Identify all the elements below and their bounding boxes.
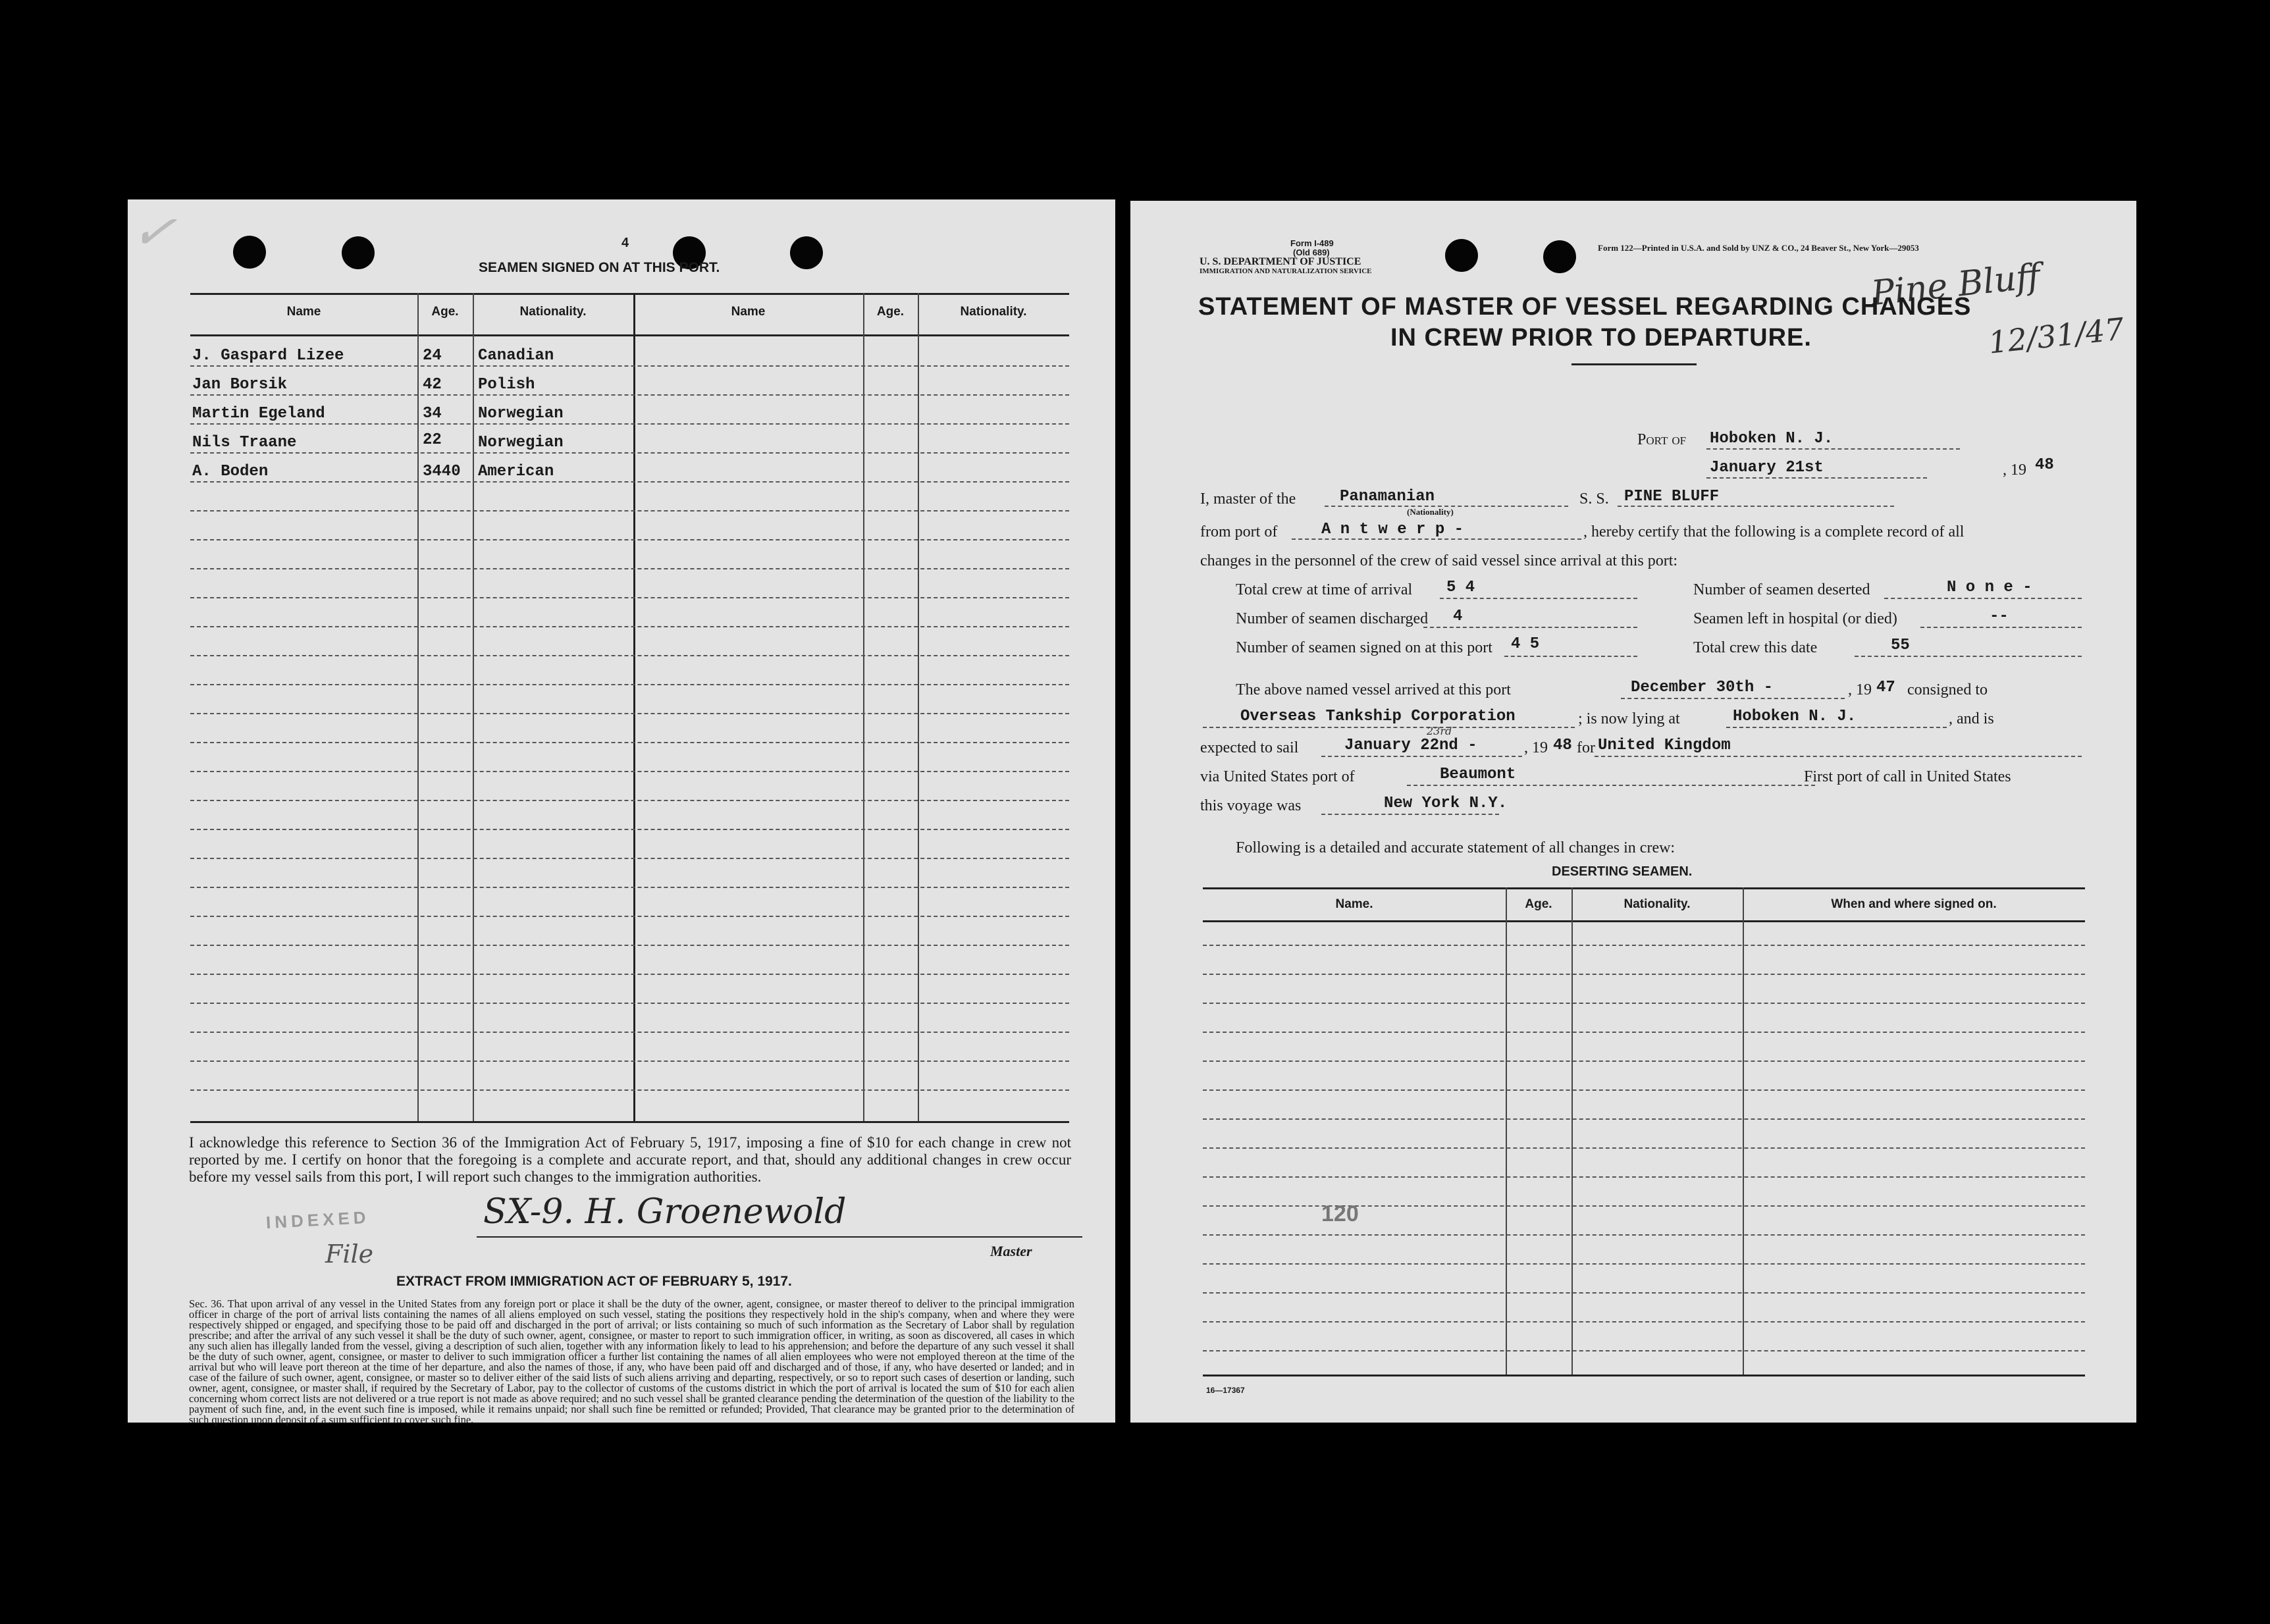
ruled-line bbox=[190, 1089, 1069, 1091]
crew-name: Martin Egeland bbox=[192, 405, 325, 423]
expected-value: January 22nd - bbox=[1344, 737, 1477, 754]
ruled-line bbox=[1203, 1118, 2085, 1120]
port-label: Port of bbox=[1637, 431, 1687, 448]
stat-label-total-crew-date: Total crew this date bbox=[1693, 639, 1818, 656]
and-is-label: , and is bbox=[1949, 710, 1994, 727]
column-header-nationality: Nationality. bbox=[1623, 897, 1691, 911]
ruled-line bbox=[1203, 1003, 2085, 1004]
crew-age: 42 bbox=[423, 376, 442, 394]
ruled-line bbox=[190, 829, 1069, 830]
ruled-line bbox=[190, 481, 1069, 483]
ruled-line bbox=[190, 452, 1069, 454]
column-header-signed-on: When and where signed on. bbox=[1831, 897, 1997, 911]
arrived-value: December 30th - bbox=[1631, 679, 1774, 696]
left-page bbox=[128, 199, 1115, 1426]
service-name: IMMIGRATION AND NATURALIZATION SERVICE bbox=[1200, 267, 1372, 275]
master-title: Master bbox=[990, 1243, 1032, 1259]
vessel-nationality: Panamanian bbox=[1340, 488, 1435, 506]
arrived-year-prefix: , 19 bbox=[1848, 681, 1872, 698]
column-header-age: Age. bbox=[1525, 897, 1552, 911]
stat-value-total-crew-date: 55 bbox=[1891, 637, 1910, 654]
consigned-to-label: consigned to bbox=[1907, 681, 1988, 698]
ruled-line bbox=[190, 1003, 1069, 1004]
form-number: Form I-489 bbox=[1290, 238, 1334, 248]
expected-correction: 23rd bbox=[1427, 725, 1452, 737]
stat-label-signed-on: Number of seamen signed on at this port bbox=[1236, 639, 1492, 656]
crew-nationality: Polish bbox=[478, 376, 535, 394]
ruled-line bbox=[1203, 1089, 2085, 1091]
extract-text: Sec. 36. That upon arrival of any vessel in the United States from any foreign port or place it shall be the duty of the owner, agent, consignee, or master thereof to deliver to the principal immigration officer in charge of the port of arrival lists containing the names of all aliens employed on such vessel, stating the positions they respectively hold in the ship's company, when and where they were respectively shipped or engaged, and specifying those to be paid off and discharged in the port of arrival; or lists containing so much of such information as the Secretary of Labor shall by regulation prescribe; and after the arrival of any such vessel it shall be the duty of such owner, agent, consignee, or master to report to such immigration officer, in writing, as soon as discovered, all cases in which any such alien has illegally landed from the vessel, giving a description of such alien, together with any information likely to lead to his apprehension; and before the departure of any such vessel it shall be the duty of such owner, agent, consignee, or master to deliver to such immigration officer a further list containing the names of all alien employees who were not employed thereon at the time of the arrival but who will leave port thereon at the time of her departure, and also the names of those, if any, who have been paid off and discharged and of those, if any, who have deserted or landed; and in case of the failure of such owner, agent, consignee, or master so to deliver either of the said lists of such aliens arriving and departing, respectively, or so to report such cases of desertion or landing, such owner, agent, consignee, or master shall, if required by the Secretary of Labor, pay to the collector of customs of the customs district in which the port of arrival is located the sum of $10 for each alien concerning whom correct lists are not delivered or a true report is not made as above required; and no such vessel shall be granted clearance pending the determination of the question of the liability to the payment of such fine, and, in the event such fine is imposed, while it remains unpaid; nor shall such fine be remitted or refunded; Provided, That clearance may be granted prior to the determination of such question upon deposit of a sum sufficient to cover such fine. bbox=[189, 1297, 1074, 1426]
ruled-line bbox=[1203, 1176, 2085, 1178]
punch-hole bbox=[233, 236, 266, 269]
stat-value-signed-on: 4 5 bbox=[1511, 635, 1540, 653]
ruled-line bbox=[1203, 974, 2085, 975]
sail-year: 48 bbox=[1553, 737, 1572, 754]
ruled-line bbox=[190, 858, 1069, 859]
handwritten-date: 12/31/47 bbox=[1986, 311, 2126, 361]
ruled-line bbox=[190, 539, 1069, 540]
form-title-line2: IN CREW PRIOR TO DEPARTURE. bbox=[1390, 324, 1812, 352]
ruled-line bbox=[190, 1032, 1069, 1033]
sail-year-prefix: , 19 bbox=[1524, 739, 1548, 756]
page-number: 4 bbox=[621, 236, 629, 250]
stat-value-deserted: N o n e - bbox=[1947, 579, 2032, 596]
column-header-age: Age. bbox=[431, 305, 459, 319]
crew-name: Jan Borsik bbox=[192, 376, 288, 394]
footer-code: 16—17367 bbox=[1206, 1386, 1245, 1395]
from-port-value: A n t w e r p - bbox=[1321, 521, 1464, 538]
ruled-line bbox=[190, 568, 1069, 569]
ruled-line bbox=[190, 916, 1069, 917]
changes-text: changes in the personnel of the crew of said vessel since arrival at this port: bbox=[1200, 552, 1678, 569]
column-header-nationality: Nationality. bbox=[519, 305, 587, 319]
nationality-caption: (Nationality) bbox=[1407, 507, 1454, 517]
ruled-line bbox=[190, 365, 1069, 367]
crew-age: 22 bbox=[423, 431, 442, 449]
for-label: for bbox=[1577, 739, 1595, 756]
via-label: via United States port of bbox=[1200, 768, 1355, 785]
extract-title: EXTRACT FROM IMMIGRATION ACT OF FEBRUARY 5, 1917. bbox=[396, 1274, 792, 1289]
handwritten-ship-name: Pine Bluff bbox=[1869, 256, 2043, 314]
stat-label-discharged: Number of seamen discharged bbox=[1236, 610, 1429, 627]
crew-nationality: Norwegian bbox=[478, 434, 564, 452]
stat-label-hospital: Seamen left in hospital (or died) bbox=[1693, 610, 1897, 627]
ruled-line bbox=[190, 684, 1069, 685]
stat-value-total-crew-arrival: 5 4 bbox=[1446, 579, 1475, 596]
crew-nationality: Canadian bbox=[478, 347, 554, 365]
ruled-line bbox=[190, 713, 1069, 714]
master-signature: SX-9. H. Groenewold bbox=[483, 1192, 847, 1232]
ruled-line bbox=[190, 655, 1069, 656]
expected-label: expected to sail bbox=[1200, 739, 1299, 756]
crew-name: A. Boden bbox=[192, 463, 269, 481]
from-port-label: from port of bbox=[1200, 523, 1278, 540]
ruled-line bbox=[190, 887, 1069, 888]
check-mark: ✓ bbox=[127, 197, 180, 265]
right-page bbox=[1130, 201, 2136, 1423]
punch-hole bbox=[1445, 239, 1478, 272]
ruled-line bbox=[190, 742, 1069, 743]
ruled-line bbox=[190, 597, 1069, 598]
lying-at-value: Hoboken N. J. bbox=[1733, 708, 1857, 725]
ruled-line bbox=[190, 771, 1069, 772]
crew-nationality: Norwegian bbox=[478, 405, 564, 423]
ruled-line bbox=[1203, 1061, 2085, 1062]
stat-value-discharged: 4 bbox=[1453, 608, 1463, 625]
via-value: Beaumont bbox=[1440, 766, 1516, 783]
consignee: Overseas Tankship Corporation bbox=[1240, 708, 1516, 725]
stat-value-hospital: -- bbox=[1990, 608, 2009, 625]
ruled-line bbox=[190, 626, 1069, 627]
certify-text: , hereby certify that the following is a complete record of all bbox=[1583, 523, 1965, 540]
ruled-line bbox=[190, 510, 1069, 511]
acknowledgment-text: I acknowledge this reference to Section 36 of the Immigration Act of February 5, 1917, imposing a fine of $10 for each change in crew not reported by me. I certify on honor that the foregoing is a complete and accurate report, and that, should any additional changes in crew occur before my vessel sails from this port, I will report such changes to the immigration authorities. bbox=[189, 1134, 1071, 1185]
punch-hole bbox=[1543, 240, 1576, 273]
arrived-year: 47 bbox=[1876, 679, 1895, 696]
stat-label-deserted: Number of seamen deserted bbox=[1693, 581, 1870, 598]
this-voyage-label: this voyage was bbox=[1200, 797, 1302, 814]
lying-at-label: ; is now lying at bbox=[1578, 710, 1680, 727]
crew-name: J. Gaspard Lizee bbox=[192, 347, 344, 365]
ruled-line bbox=[190, 974, 1069, 975]
destination: United Kingdom bbox=[1598, 737, 1731, 754]
ruled-line bbox=[1203, 1234, 2085, 1236]
first-port-label: First port of call in United States bbox=[1804, 768, 2011, 785]
form-old-number: (Old 689) bbox=[1293, 248, 1330, 257]
stat-label-total-crew-arrival: Total crew at time of arrival bbox=[1236, 581, 1413, 598]
ruled-line bbox=[190, 1061, 1069, 1062]
date-value: January 21st bbox=[1710, 459, 1824, 477]
ruled-line bbox=[190, 800, 1069, 801]
column-header-name: Name bbox=[286, 305, 321, 319]
crew-age: 24 bbox=[423, 347, 442, 365]
form-title-line1: STATEMENT OF MASTER OF VESSEL REGARDING CHANGES bbox=[1198, 293, 1972, 321]
file-mark: File bbox=[325, 1240, 374, 1269]
punch-hole bbox=[790, 236, 823, 269]
crew-age: 3440 bbox=[423, 463, 461, 481]
ruled-line bbox=[190, 423, 1069, 425]
year-value: 48 bbox=[2035, 456, 2054, 474]
ruled-line bbox=[1203, 1032, 2085, 1033]
following-text: Following is a detailed and accurate statement of all changes in crew: bbox=[1236, 839, 1676, 856]
deserting-heading: DESERTING SEAMEN. bbox=[1552, 864, 1693, 879]
column-header-age: Age. bbox=[876, 305, 905, 319]
column-header-name: Name bbox=[731, 305, 766, 319]
ship-name: PINE BLUFF bbox=[1624, 488, 1720, 506]
printer-notice: Form 122—Printed in U.S.A. and Sold by UNZ & CO., 24 Beaver St., New York—29053 bbox=[1598, 243, 1919, 253]
crew-age: 34 bbox=[423, 405, 442, 423]
arrived-label: The above named vessel arrived at this port bbox=[1236, 681, 1511, 698]
punch-hole bbox=[342, 236, 375, 269]
ruled-line bbox=[190, 945, 1069, 946]
ruled-line bbox=[190, 394, 1069, 396]
ruled-line bbox=[1203, 1147, 2085, 1149]
ss-label: S. S. bbox=[1579, 490, 1609, 508]
file-number-stamp: 120 bbox=[1321, 1201, 1359, 1226]
this-voyage-value: New York N.Y. bbox=[1384, 795, 1508, 812]
ruled-line bbox=[1203, 1350, 2085, 1351]
seamen-signed-heading: SEAMEN SIGNED ON AT THIS PORT. bbox=[479, 260, 720, 275]
year-prefix: , 19 bbox=[2003, 461, 2026, 479]
crew-nationality: American bbox=[478, 463, 554, 481]
port-value: Hoboken N. J. bbox=[1710, 430, 1834, 448]
ruled-line bbox=[1203, 1292, 2085, 1294]
column-header-nationality: Nationality. bbox=[960, 305, 1027, 319]
crew-name: Nils Traane bbox=[192, 434, 297, 452]
indexed-stamp: INDEXED bbox=[265, 1207, 371, 1233]
column-header-name: Name. bbox=[1335, 897, 1373, 911]
ruled-line bbox=[1203, 1263, 2085, 1265]
ruled-line bbox=[1203, 945, 2085, 946]
department-name: U. S. DEPARTMENT OF JUSTICE bbox=[1200, 256, 1361, 267]
ruled-line bbox=[1203, 1321, 2085, 1323]
master-label: I, master of the bbox=[1200, 490, 1296, 508]
